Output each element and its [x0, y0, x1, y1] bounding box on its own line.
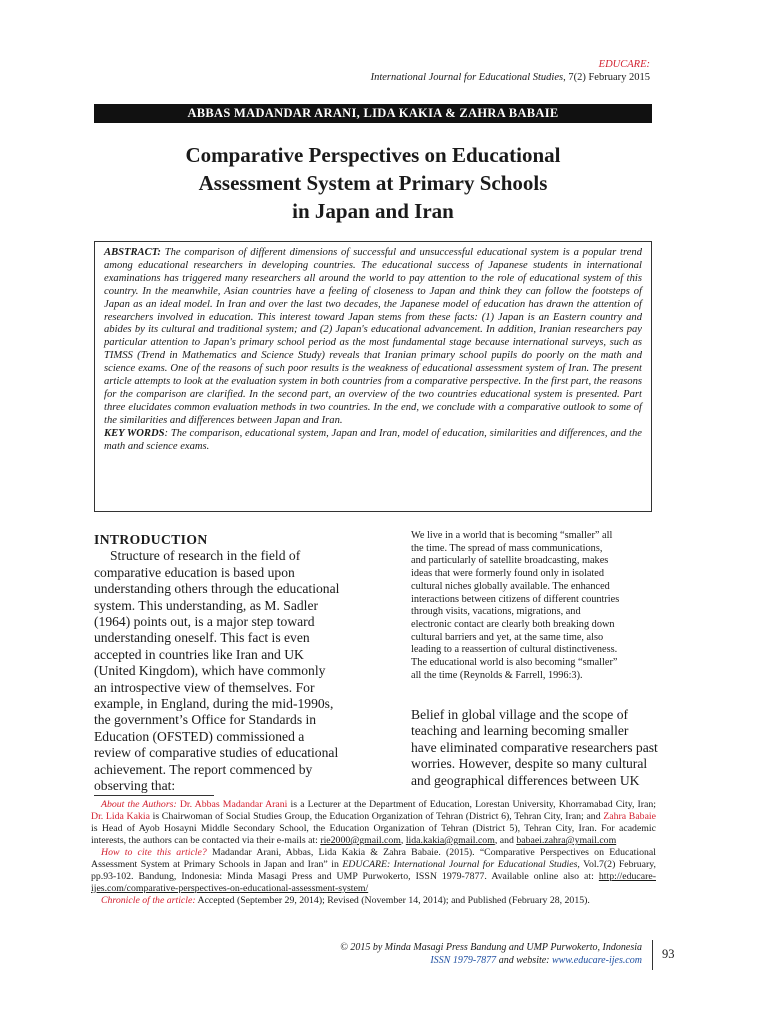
email-link-2[interactable]: lida.kakia@gmail.com	[405, 835, 495, 846]
footnotes	[91, 799, 656, 907]
journal-title: International Journal for Educational Studies	[370, 72, 564, 83]
email-link-1[interactable]: rie2000@gmail.com	[320, 835, 401, 846]
intro-line: an introspective view of themselves. For	[94, 679, 315, 695]
title-line: Assessment System at Primary Schools	[198, 171, 548, 195]
chronicle-text: Accepted (September 29, 2014); Revised (November 14, 2014); and Published (February 28, 2015).	[195, 895, 590, 906]
quote-line: the time. The spread of mass communications,	[411, 542, 603, 554]
intro-line: example, in England, during the mid-1990s,	[94, 696, 334, 712]
intro-line: (1964) points out, is a major step toward	[94, 614, 315, 630]
intro-column	[94, 532, 364, 795]
quote-line: all the time (Reynolds & Farrell, 1996:3).	[411, 669, 583, 681]
abstract-text: The comparison of different dimensions of successful and unsuccessful educational system is a popular trend among educational researchers in developing countries. The educational success of Japanese students in international examinations has triggered many researchers all around the world to pay attention to the role of educational system of this country. In the meanwhile, Asian countries have a feeling of closeness to Japan and think they can follow the footsteps of Japan as an ideal model. In Iran and over the last two decades, the Japanese model of education has drawn the attention of researchers involved in education. This interest toward Japan stems from these facts: (1) Japan is an Eastern country and abides by its cultural and traditional system; and (2) Japan's educational advancement. In addition, Iranian researchers pay particular attention to Japan's primary school period as the most fundamental stage because international surveys, such as TIMSS (Trend in Mathematics and Science Study) reveals that Iranian primary school pupils do poorly on the math and science exams. One of the reasons of such poor results is the weakness of educational assessment system of Iran. The present article attempts to look at the evaluation system in both countries from a comparative perspective. In the first part, the reasons for the comparison are clarified. In the second part, an overview of the two countries educational system is presented. Part three elucidates common evaluation methods in two countries. In the end, we conclude with a comparative outlook to some of the similarities and differences between Japan and Iran.	[104, 247, 642, 426]
email-link-3[interactable]: babaei.zahra@ymail.com	[516, 835, 617, 846]
quote-line: cultural barriers and yet, at the same time, also	[411, 631, 604, 643]
intro-line: (United Kingdom), which have commonly	[94, 663, 326, 679]
about-authors-label: About the Authors:	[101, 799, 177, 810]
citation-journal: EDUCARE: International Journal for Educational Studies	[342, 859, 578, 870]
citation-label: How to cite this article?	[101, 847, 207, 858]
quote-line: ideas that were formerly found only in isolated	[411, 568, 605, 580]
quote-line: and particularly of satellite broadcasting, makes	[411, 555, 609, 567]
journal-issue-line	[371, 71, 650, 84]
article-title	[94, 141, 652, 225]
intro-line: observing that:	[94, 778, 176, 794]
email-separator: , and	[494, 835, 517, 846]
quote-line: leading to a reassertion of cultural distinctiveness.	[411, 644, 618, 656]
author-name-1: Dr. Abbas Madandar Arani	[179, 799, 288, 810]
author-desc-1: is a Lecturer at the Department of Education, Lorestan University, Khorramabad City, Iran;	[287, 799, 657, 810]
title-line: Comparative Perspectives on Educational	[185, 143, 561, 167]
intro-line: system. This understanding, as M. Sadler	[94, 597, 319, 613]
email-separator: ,	[400, 835, 406, 846]
authors-bar: ABBAS MADANDAR ARANI, LIDA KAKIA & ZAHRA BABAIE	[94, 104, 652, 123]
quote-line: The educational world is also becoming “smaller”	[411, 657, 618, 669]
journal-name: EDUCARE:	[598, 59, 650, 70]
chronicle-label: Chronicle of the article:	[101, 895, 196, 906]
belief-line: teaching and learning becoming smaller	[411, 723, 629, 739]
intro-line: Structure of research in the field of	[110, 548, 301, 564]
website-label: and website:	[496, 954, 553, 966]
issn-text: ISSN 1979-7877	[430, 954, 497, 966]
journal-issue: , 7(2) February 2015	[563, 72, 650, 83]
author-desc-3: is Head of Ayob Hosayni Middle Secondary School, the Education Organization of Tehran (District 5), Tehran City, Iran. For academic interests, the authors can be contacted via their e-mails at:	[91, 823, 656, 846]
intro-line: review of comparative studies of educational	[94, 745, 339, 761]
intro-line: understanding oneself. This fact is even	[94, 630, 310, 646]
intro-line: understanding others through the educational	[94, 581, 340, 597]
belief-line: have eliminated comparative researchers past	[411, 739, 658, 755]
intro-line: achievement. The report commenced by	[94, 761, 313, 777]
citation-url-link[interactable]: http://educare-ijes.com/comparative-perspectives-on-educational-assessment-system/	[91, 871, 656, 894]
quote-line: We live in a world that is becoming “smaller” all	[411, 530, 613, 541]
author-desc-2: is Chairwoman of Social Studies Group, the Education Organization of Tehran (District 6), Tehran City, Iran; and	[149, 811, 604, 822]
intro-heading: INTRODUCTION	[94, 532, 208, 547]
page-number: 93	[662, 947, 675, 961]
citation-details: , Vol.7(2) February, pp.93-102. Bandung, Indonesia: Minda Masagi Press and UMP Purwokerto, ISSN 1979-7877. Available online also at:	[91, 859, 656, 882]
chronicle-note	[91, 895, 656, 907]
quote-line: cultural niches globally available. The enhanced	[411, 580, 610, 592]
footer-divider	[652, 940, 653, 970]
belief-paragraph	[411, 707, 658, 789]
keywords-label: KEY WORDS	[104, 427, 165, 439]
intro-line: the government’s Office for Standards in	[94, 712, 317, 728]
block-quote	[411, 530, 656, 682]
title-line: in Japan and Iran	[292, 199, 454, 223]
website-link[interactable]: www.educare-ijes.com	[552, 954, 642, 966]
belief-line: worries. However, despite so many cultural	[411, 756, 648, 772]
intro-line: Education (OFSTED) commissioned a	[94, 728, 305, 744]
abstract-paragraph	[104, 247, 642, 428]
abstract-box	[94, 241, 652, 512]
keywords-paragraph	[104, 428, 642, 454]
citation-text: Madandar Arani, Abbas, Lida Kakia & Zahra Babaie. (2015). “Comparative Perspectives on Educational Assessment System at Primary Schools in Japan and Iran” in	[91, 847, 656, 870]
journal-header	[371, 58, 650, 84]
quote-line: through visits, vacations, migrations, and	[411, 606, 581, 618]
footer-issn-line	[340, 955, 642, 968]
belief-line: Belief in global village and the scope of	[411, 707, 629, 722]
belief-line: and geographical differences between UK	[411, 772, 640, 788]
copyright-line: © 2015 by Minda Masagi Press Bandung and UMP Purwokerto, Indonesia	[340, 942, 642, 953]
abstract-label: ABSTRACT:	[104, 247, 161, 258]
quote-line: electronic contact are clearly both breaking down	[411, 618, 615, 630]
intro-line: accepted in countries like Iran and UK	[94, 646, 304, 662]
intro-line: comparative education is based upon	[94, 564, 295, 580]
page-footer	[340, 942, 642, 967]
intro-paragraph	[94, 548, 364, 794]
about-authors-note	[91, 799, 656, 847]
citation-note	[91, 847, 656, 895]
author-name-2: Dr. Lida Kakia	[91, 811, 150, 822]
author-name-3: Zahra Babaie	[603, 811, 656, 822]
footnote-divider	[94, 795, 214, 796]
right-column	[411, 530, 658, 788]
keywords-text: : The comparison, educational system, Japan and Iran, model of education, similarities and differences, and the math and science exams.	[104, 427, 642, 452]
quote-line: interactions between citizens of different countries	[411, 593, 620, 605]
